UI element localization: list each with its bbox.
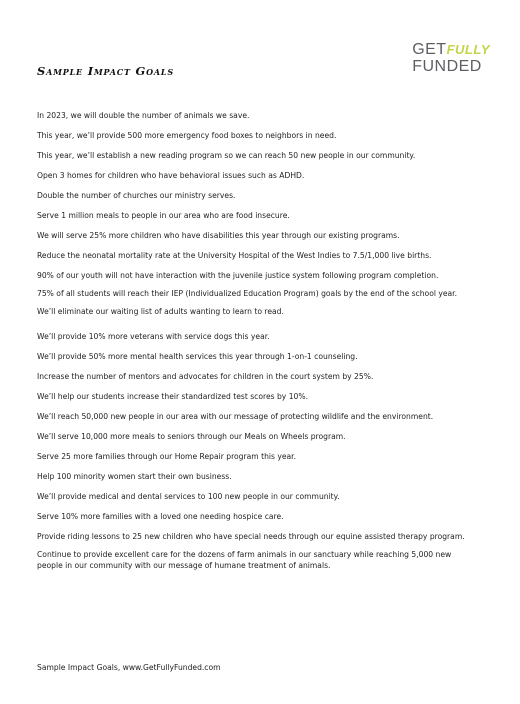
goal-item: We’ll help our students increase their standardized test scores by 10%.	[37, 392, 309, 401]
goal-item: 90% of our youth will not have interaction with the juvenile justice system following program completion.	[37, 271, 439, 280]
goal-item: 75% of all students will reach their IEP (Individualized Education Program) goals by the end of the school year.	[37, 289, 458, 298]
goal-item: Serve 10% more families with a loved one needing hospice care.	[37, 512, 284, 521]
goal-item: Double the number of churches our ministry serves.	[37, 191, 236, 200]
goal-item: In 2023, we will double the number of animals we save.	[37, 111, 250, 120]
goal-item: Increase the number of mentors and advocates for children in the court system by 25%.	[37, 372, 374, 381]
goals-list	[37, 110, 469, 571]
goal-item: Serve 1 million meals to people in our area who are food insecure.	[37, 211, 290, 220]
logo-text-get: GET	[412, 41, 447, 58]
logo-text-funded: FUNDED	[412, 58, 482, 75]
goal-item: This year, we’ll establish a new reading program so we can reach 50 new people in our community.	[37, 151, 416, 160]
goal-item: We’ll provide 10% more veterans with service dogs this year.	[37, 332, 270, 341]
goal-item: We’ll provide 50% more mental health services this year through 1-on-1 counseling.	[37, 352, 358, 361]
goal-item: Reduce the neonatal mortality rate at the University Hospital of the West Indies to 7.5/1,000 live births.	[37, 251, 432, 260]
goal-item: This year, we’ll provide 500 more emergency food boxes to neighbors in need.	[37, 131, 337, 140]
goal-item: Continue to provide excellent care for the dozens of farm animals in our sanctuary while reaching 5,000 new people in our community with our message of humane treatment of animals.	[37, 550, 452, 570]
get-fully-funded-logo	[412, 42, 490, 75]
goal-item: We will serve 25% more children who have disabilities this year through our existing programs.	[37, 231, 400, 240]
goal-item: We’ll eliminate our waiting list of adults wanting to learn to read.	[37, 307, 284, 316]
logo-text-fully: FULLY	[446, 42, 490, 57]
goal-item: Help 100 minority women start their own business.	[37, 472, 232, 481]
goal-item: We’ll serve 10,000 more meals to seniors through our Meals on Wheels program.	[37, 432, 346, 441]
page-title: Sample Impact Goals	[37, 64, 174, 78]
goal-item: Open 3 homes for children who have behavioral issues such as ADHD.	[37, 171, 305, 180]
page-footer: Sample Impact Goals, www.GetFullyFunded.com	[37, 663, 221, 672]
logo-top-line	[412, 42, 490, 58]
goal-item: Provide riding lessons to 25 new children who have special needs through our equine assisted therapy program.	[37, 532, 465, 541]
goal-item: Serve 25 more families through our Home Repair program this year.	[37, 452, 297, 461]
goal-item: We’ll provide medical and dental services to 100 new people in our community.	[37, 492, 340, 501]
goal-item: We’ll reach 50,000 new people in our area with our message of protecting wildlife and the environment.	[37, 412, 434, 421]
